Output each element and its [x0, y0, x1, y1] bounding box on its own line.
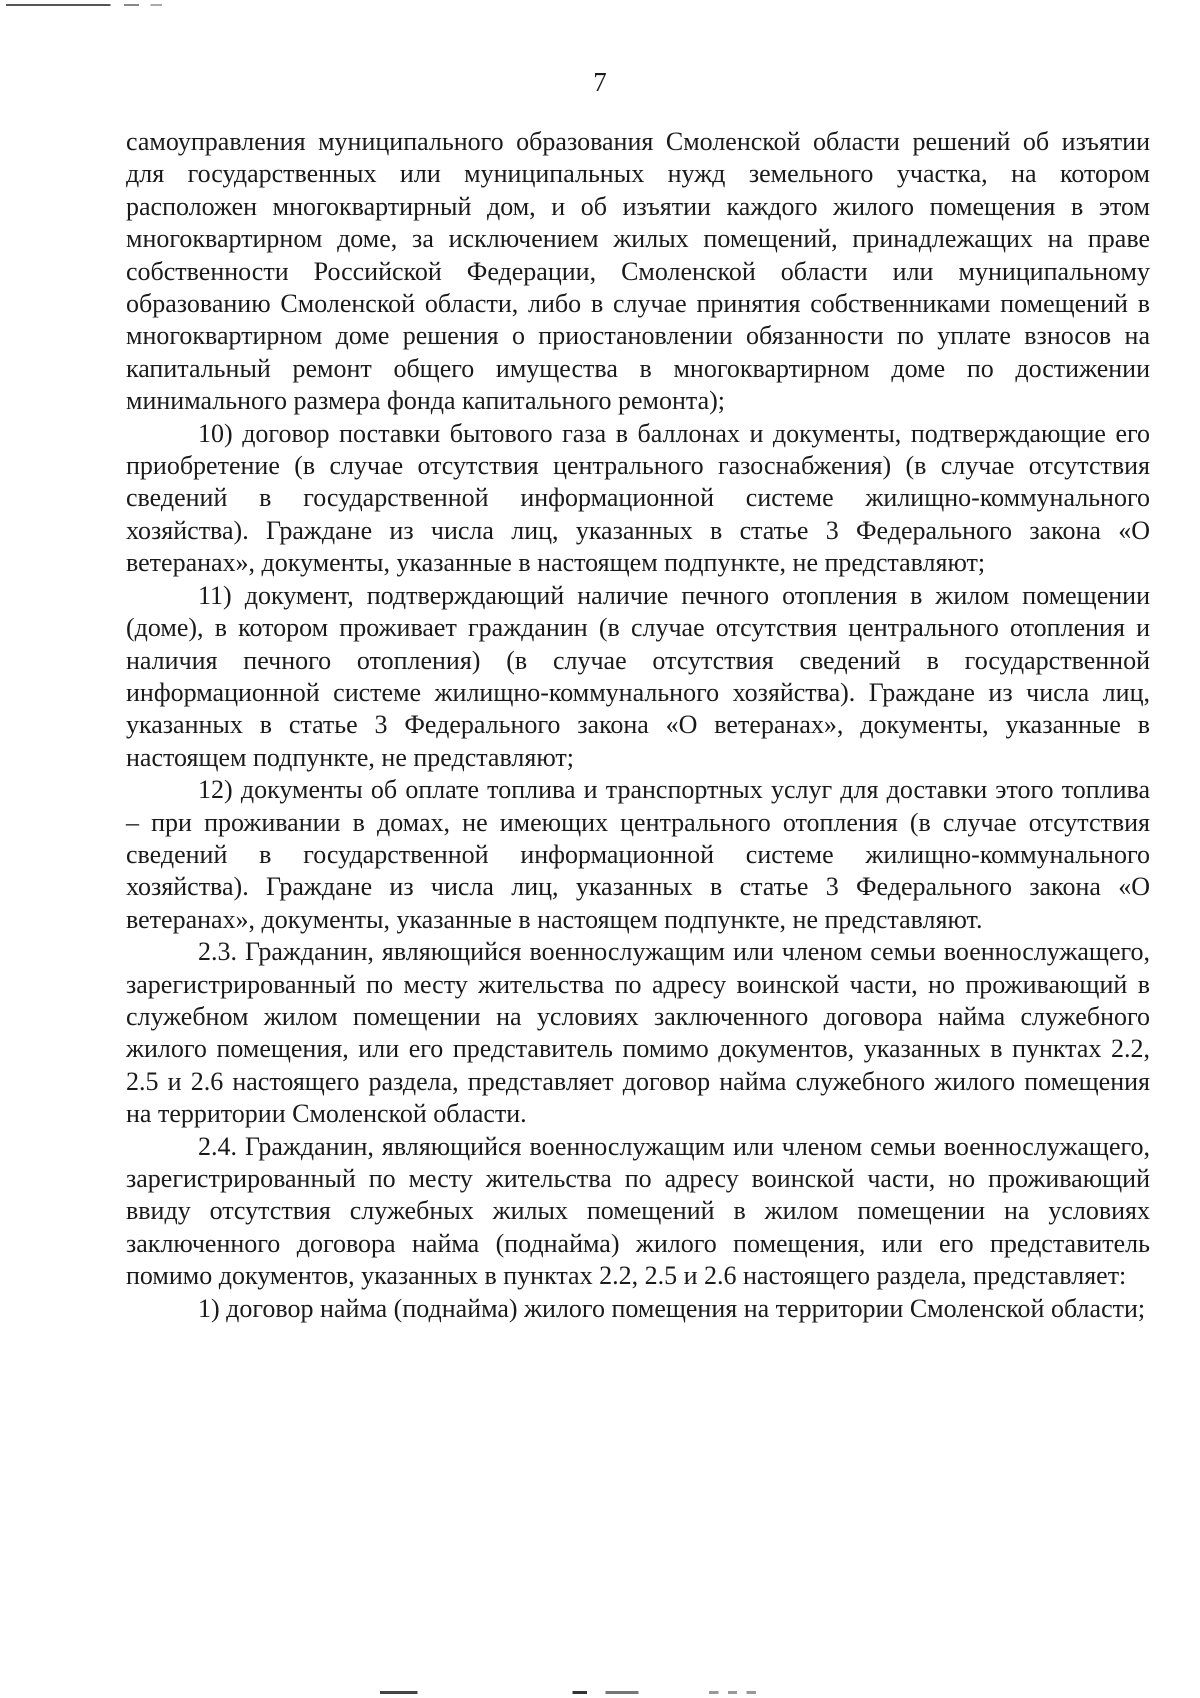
document-body — [126, 126, 1150, 1325]
scan-artifact-top — [6, 4, 196, 6]
paragraph-section-2-4: 2.4. Гражданин, являющийся военнослужащим или членом семьи военнослужащего, зарегистрированный по месту жительства по адресу воинской части, но проживающий ввиду отсутствия служебных жилых помещений в жилом помещении на условиях заключенного договора найма (поднайма) жилого помещения, или его представитель помимо документов, указанных в пунктах 2.2, 2.5 и 2.6 настоящего раздела, представляет: — [126, 1131, 1150, 1291]
page-number: 7 — [593, 67, 607, 97]
paragraph-section-2-3: 2.3. Гражданин, являющийся военнослужащим или членом семьи военнослужащего, зарегистрированный по месту жительства по адресу воинской части, но проживающий в служебном жилом помещении на условиях заключенного договора найма служебного жилого помещения, или его представитель помимо документов, указанных в пунктах 2.2, 2.5 и 2.6 настоящего раздела, представляет договор найма служебного жилого помещения на территории Смоленской области. — [126, 937, 1150, 1129]
paragraph-item-10: 10) договор поставки бытового газа в баллонах и документы, подтверждающие его приобретение (в случае отсутствия центрального газоснабжения) (в случае отсутствия сведений в государственной информационной системе жилищно-коммунального хозяйства). Граждане из числа лиц, указанных в статье 3 Федерального закона «О ветеранах», документы, указанные в настоящем подпункте, не представляют; — [126, 418, 1150, 578]
paragraph-continuation: самоуправления муниципального образования Смоленской области решений об изъятии для государственных или муниципальных нужд земельного участка, на котором расположен многоквартирный дом, и об изъятии каждого жилого помещения в этом многоквартирном доме, за исключением жилых помещений, принадлежащих на праве собственности Российской Федерации, Смоленской области или муниципальному образованию Смоленской области, либо в случае принятия собственниками помещений в многоквартирном доме решения о приостановлении обязанности по уплате взносов на капитальный ремонт общего имущества в многоквартирном доме по достижении минимального размера фонда капитального ремонта); — [126, 127, 1150, 416]
paragraph-item-12: 12) документы об оплате топлива и транспортных услуг для доставки этого топлива – при проживании в домах, не имеющих центрального отопления (в случае отсутствия сведений в государственной информационной системе жилищно-коммунального хозяйства). Граждане из числа лиц, указанных в статье 3 Федерального закона «О ветеранах», документы, указанные в настоящем подпункте, не представляют. — [126, 775, 1150, 934]
scan-artifact-bottom — [380, 1691, 850, 1694]
paragraph-item-11: 11) документ, подтверждающий наличие печного отопления в жилом помещении (доме), в котором проживает гражданин (в случае отсутствия центрального отопления и наличия печного отопления) (в случае отсутствия сведений в государственной информационной системе жилищно-коммунального хозяйства). Граждане из числа лиц, указанных в статье 3 Федерального закона «О ветеранах», документы, указанные в настоящем подпункте, не представляют; — [126, 580, 1150, 772]
paragraph-item-1: 1) договор найма (поднайма) жилого помещения на территории Смоленской области; — [198, 1293, 1146, 1323]
